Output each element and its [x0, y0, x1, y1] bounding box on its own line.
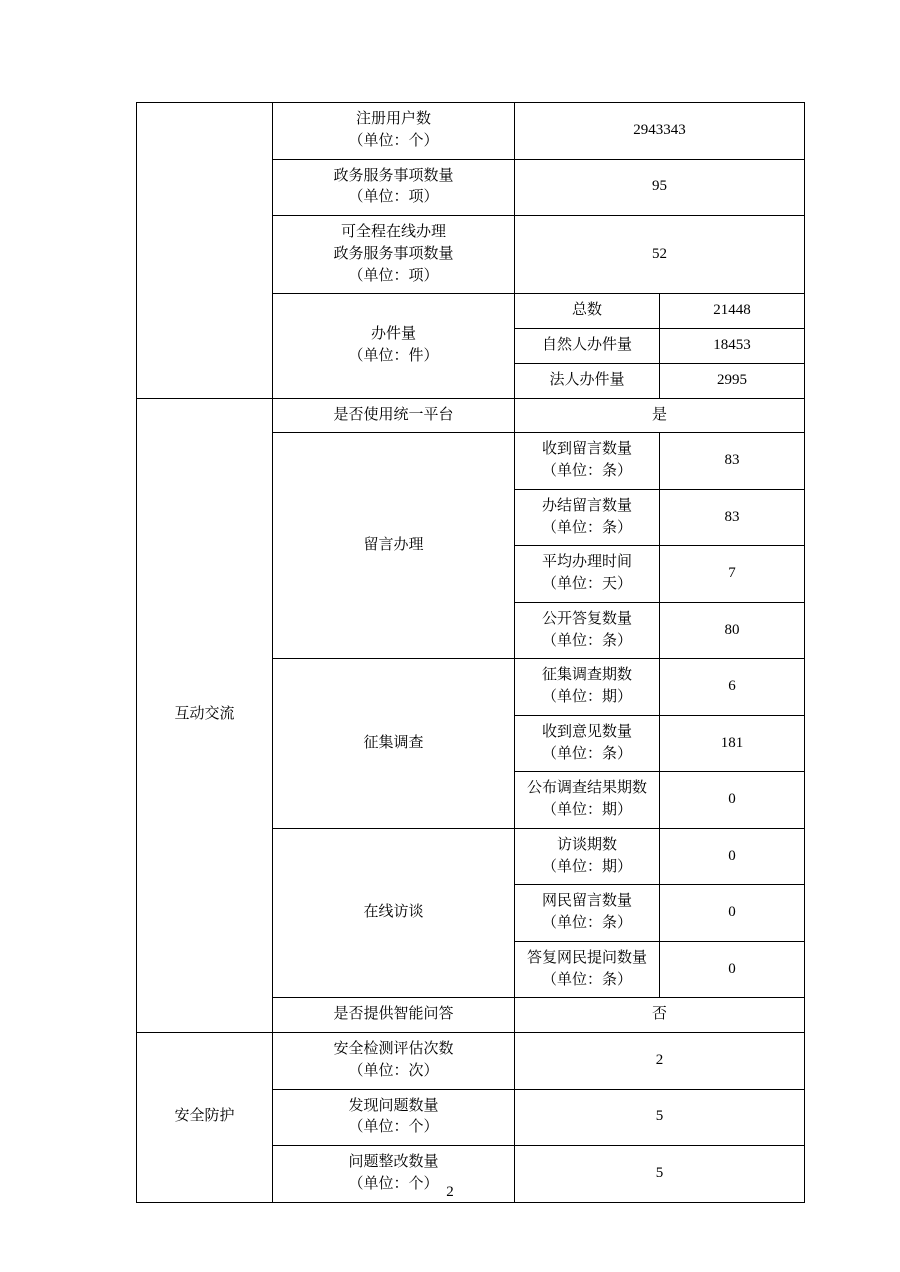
subrow-label-line: 办结留言数量 — [541, 497, 632, 514]
subrow-label-opinions-received — [515, 715, 660, 772]
table-row — [137, 398, 805, 433]
row-label-line: 安全检测评估次数 — [333, 1041, 454, 1057]
row-value-unified-platform: 是 — [515, 398, 805, 433]
row-label-message-handling: 留言办理 — [273, 433, 515, 659]
subrow-label-total: 总数 — [515, 294, 660, 329]
table-row — [137, 1033, 805, 1090]
subrow-value-published-results: 0 — [660, 772, 805, 829]
subrow-label-public-replies — [515, 602, 660, 659]
subrow-label-messages-completed — [515, 489, 660, 546]
row-unit-line: （单位：个） — [348, 1119, 439, 1136]
subrow-unit-line: （单位：天） — [541, 576, 632, 592]
subrow-value-opinions-received: 181 — [660, 715, 805, 772]
subrow-label-interview-count — [515, 828, 660, 885]
subrow-unit-line: （单位：条） — [541, 745, 632, 762]
subrow-value-netizen-replies: 0 — [660, 941, 805, 998]
row-label-smart-qa: 是否提供智能问答 — [273, 998, 515, 1033]
row-value-service-items: 95 — [515, 159, 805, 216]
row-label-registered-users — [273, 103, 515, 160]
subrow-value-survey-count: 6 — [660, 659, 805, 716]
row-label-online-interview: 在线访谈 — [273, 828, 515, 998]
category-cell-interaction: 互动交流 — [137, 398, 273, 1033]
subrow-label-published-results — [515, 772, 660, 829]
subrow-value-average-time: 7 — [660, 546, 805, 603]
row-label-unified-platform: 是否使用统一平台 — [273, 398, 515, 433]
subrow-unit-line: （单位：期） — [541, 858, 632, 875]
row-unit-line: （单位：件） — [348, 347, 439, 364]
row-value-issues-fixed: 5 — [515, 1146, 805, 1203]
row-unit-line: （单位：项） — [348, 189, 439, 206]
row-label-line: 政务服务事项数量 — [333, 167, 454, 184]
subrow-value-interview-count: 0 — [660, 828, 805, 885]
subrow-label-line: 答复网民提问数量 — [526, 949, 647, 966]
row-label-service-items — [273, 159, 515, 216]
subrow-label-average-time — [515, 546, 660, 603]
subrow-label-line: 公布调查结果期数 — [526, 780, 647, 797]
page-number: 2 — [446, 1184, 454, 1200]
row-label-line: 办件量 — [370, 326, 416, 343]
subrow-label-line: 公开答复数量 — [541, 610, 632, 627]
subrow-unit-line: （单位：条） — [541, 971, 632, 988]
row-label-line: 问题整改数量 — [348, 1154, 439, 1170]
row-value-registered-users: 2943343 — [515, 103, 805, 160]
subrow-label-line: 收到留言数量 — [541, 441, 632, 458]
row-label-case-volume — [273, 294, 515, 398]
row-label-survey: 征集调查 — [273, 659, 515, 829]
row-value-online-service-items: 52 — [515, 216, 805, 294]
statistics-table-wrapper — [136, 102, 789, 1203]
table-row — [137, 103, 805, 160]
row-label-online-service-items — [273, 216, 515, 294]
row-label-line: 政务服务事项数量 — [333, 245, 454, 262]
subrow-unit-line: （单位：条） — [541, 915, 632, 931]
subrow-unit-line: （单位：条） — [541, 519, 632, 536]
category-cell-service — [137, 103, 273, 399]
subrow-label-survey-count — [515, 659, 660, 716]
row-unit-line: （单位：次） — [348, 1062, 439, 1079]
subrow-label-netizen-replies — [515, 941, 660, 998]
subrow-label-messages-received — [515, 433, 660, 490]
subrow-label-line: 平均办理时间 — [541, 554, 632, 571]
row-unit-line: （单位：个） — [348, 132, 439, 149]
row-label-security-assessments — [273, 1033, 515, 1090]
subrow-unit-line: （单位：条） — [541, 632, 632, 649]
subrow-unit-line: （单位：期） — [541, 802, 632, 818]
subrow-unit-line: （单位：期） — [541, 689, 632, 705]
subrow-label-legal-person: 法人办件量 — [515, 363, 660, 398]
row-label-line: 注册用户数 — [355, 111, 431, 127]
subrow-value-total: 21448 — [660, 294, 805, 329]
statistics-table — [136, 102, 805, 1203]
subrow-label-netizen-messages — [515, 885, 660, 942]
row-value-issues-found: 5 — [515, 1089, 805, 1146]
subrow-unit-line: （单位：条） — [541, 463, 632, 479]
subrow-label-line: 征集调查期数 — [541, 667, 632, 684]
subrow-label-line: 访谈期数 — [556, 836, 617, 853]
row-unit-line: （单位：个） — [348, 1175, 439, 1192]
row-label-issues-found — [273, 1089, 515, 1146]
row-label-line: 发现问题数量 — [348, 1097, 439, 1114]
category-cell-security: 安全防护 — [137, 1033, 273, 1203]
subrow-value-messages-completed: 83 — [660, 489, 805, 546]
subrow-value-legal-person: 2995 — [660, 363, 805, 398]
row-value-security-assessments: 2 — [515, 1033, 805, 1090]
subrow-label-line: 收到意见数量 — [541, 723, 632, 740]
subrow-label-natural-person: 自然人办件量 — [515, 329, 660, 364]
subrow-value-public-replies: 80 — [660, 602, 805, 659]
row-unit-line: （单位：项） — [348, 267, 439, 284]
row-value-smart-qa: 否 — [515, 998, 805, 1033]
subrow-value-messages-received: 83 — [660, 433, 805, 490]
subrow-value-natural-person: 18453 — [660, 329, 805, 364]
subrow-value-netizen-messages: 0 — [660, 885, 805, 942]
row-label-line: 可全程在线办理 — [340, 224, 446, 240]
subrow-label-line: 网民留言数量 — [541, 893, 632, 910]
